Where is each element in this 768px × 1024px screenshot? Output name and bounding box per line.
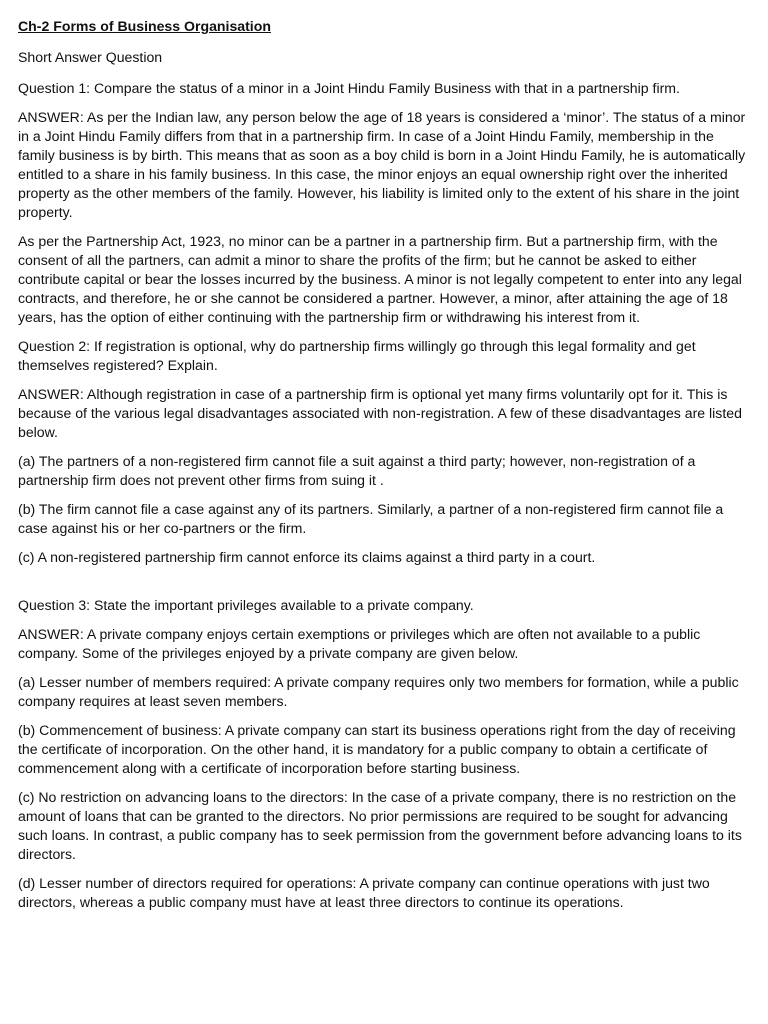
- question-1: Question 1: Compare the status of a minor in a Joint Hindu Family Business with that in a partnership firm.: [18, 80, 680, 96]
- answer-1-paragraph-2: As per the Partnership Act, 1923, no minor can be a partner in a partnership firm. But a partnership firm, with the consent of all the partners, can admit a minor to share the profits of the firm; but he cannot be asked to either contribute capital or bear the losses incurred by the business. A minor is not legally competent to enter into any legal contracts, and therefore, he or she cannot be considered a partner. However, a minor, after attaining the age of 18 years, has the option of either continuing with the partnership firm or withdrawing his interest from it.: [18, 233, 742, 325]
- answer-3-point-a: (a) Lesser number of members required: A private company requires only two members for formation, while a public company requires at least seven members.: [18, 674, 739, 709]
- section-label: Short Answer Question: [18, 49, 163, 65]
- answer-2-point-a: (a) The partners of a non-registered firm cannot file a suit against a third party; however, non-registration of a partnership firm does not prevent other firms from suing it .: [18, 453, 696, 488]
- answer-2: ANSWER: Although registration in case of a partnership firm is optional yet many firms voluntarily opt for it. This is because of the various legal disadvantages associated with non-registration. A few of these disadvantages are listed below.: [18, 386, 742, 440]
- answer-1-paragraph-1: ANSWER: As per the Indian law, any person below the age of 18 years is considered a ‘minor’. The status of a minor in a Joint Hindu Family differs from that in a partnership firm. In case of a Joint Hindu Family, membership in the family business is by birth. This means that as soon as a boy child is born in a Joint Hindu Family, he is automatically entitled to a share in his family business. In this case, the minor enjoys an equal ownership right over the inherited property as the other members of the family. However, his liability is limited only to the extent of his share in the joint property.: [18, 109, 746, 220]
- answer-3-point-d: (d) Lesser number of directors required for operations: A private company can continue operations with just two directors, whereas a public company must have at least three directors to continue its operations.: [18, 875, 710, 910]
- section-spacer: [18, 577, 750, 596]
- answer-3: ANSWER: A private company enjoys certain exemptions or privileges which are often not available to a public company. Some of the privileges enjoyed by a private company are given below.: [18, 626, 701, 661]
- answer-2-point-c: (c) A non-registered partnership firm cannot enforce its claims against a third party in a court.: [18, 549, 596, 565]
- question-3: Question 3: State the important privileges available to a private company.: [18, 597, 474, 613]
- answer-3-point-b: (b) Commencement of business: A private company can start its business operations right from the day of receiving the certificate of incorporation. On the other hand, it is mandatory for a public company to obtain a certificate of commencement along with a certificate of incorporation before starting business.: [18, 722, 736, 776]
- answer-3-point-c: (c) No restriction on advancing loans to the directors: In the case of a private company, there is no restriction on the amount of loans that can be granted to the directors. No prior permissions are required to be sought for advancing such loans. In contrast, a public company has to seek permission from the government before advancing loans to its directors.: [18, 789, 742, 862]
- question-2: Question 2: If registration is optional, why do partnership firms willingly go through this legal formality and get themselves registered? Explain.: [18, 338, 696, 373]
- document-title: Ch-2 Forms of Business Organisation: [18, 18, 271, 34]
- answer-2-point-b: (b) The firm cannot file a case against any of its partners. Similarly, a partner of a non-registered firm cannot file a case against his or her co-partners or the firm.: [18, 501, 724, 536]
